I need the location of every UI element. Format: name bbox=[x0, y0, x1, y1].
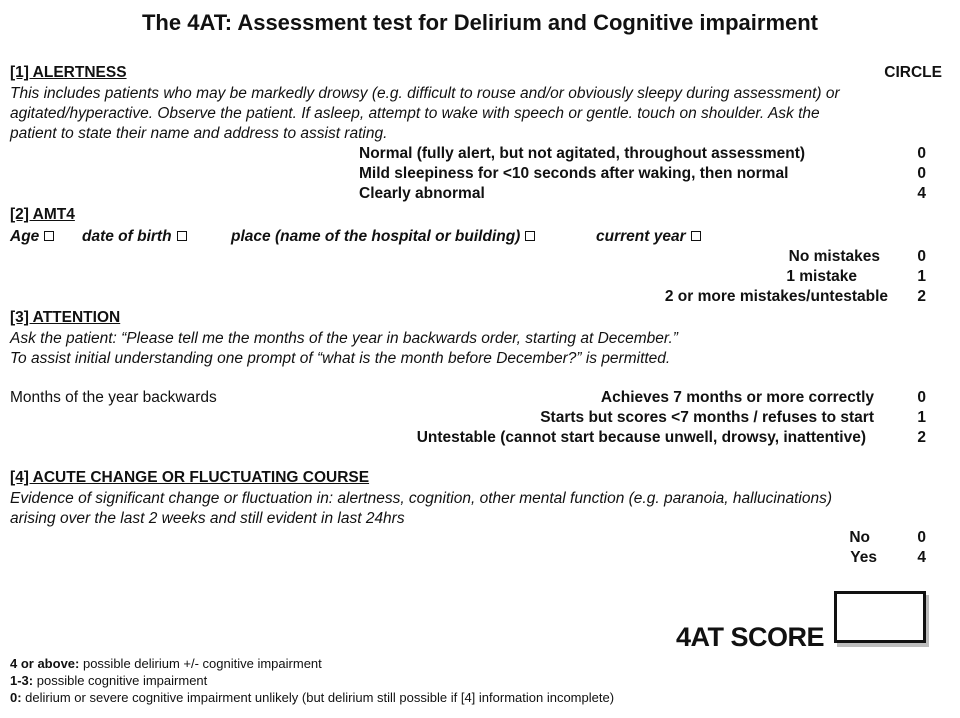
interpretation-line-3 bbox=[10, 690, 614, 706]
amt4-item-dob bbox=[82, 228, 187, 246]
place-checkbox[interactable] bbox=[525, 231, 535, 241]
year-checkbox[interactable] bbox=[691, 231, 701, 241]
attention-score-partial[interactable]: 1 bbox=[917, 409, 926, 426]
attention-option-untestable: Untestable (cannot start because unwell, drowsy, inattentive) bbox=[416, 429, 866, 446]
acute-change-option-no: No bbox=[849, 529, 870, 546]
amt4-item-label: date of birth bbox=[82, 228, 172, 245]
alertness-option-normal bbox=[359, 145, 805, 163]
attention-score-achieves[interactable]: 0 bbox=[917, 389, 926, 406]
alertness-option-mild bbox=[359, 165, 788, 183]
alertness-score-abnormal[interactable]: 4 bbox=[917, 185, 926, 202]
interpretation-text: possible delirium +/- cognitive impairment bbox=[79, 656, 322, 671]
amt4-item-label: place (name of the hospital or building) bbox=[231, 228, 521, 245]
attention-score-untestable[interactable]: 2 bbox=[917, 429, 926, 446]
attention-option-partial: Starts but scores <7 months / refuses to start bbox=[540, 409, 874, 426]
interpretation-range: 1-3: bbox=[10, 673, 34, 688]
amt4-score-two[interactable]: 2 bbox=[917, 288, 926, 305]
section-amt4-heading: [2] AMT4 bbox=[10, 206, 75, 223]
interpretation-text: delirium or severe cognitive impairment unlikely (but delirium still possible if [4] information incomplete) bbox=[21, 690, 615, 705]
amt4-score-one[interactable]: 1 bbox=[917, 268, 926, 285]
interpretation-line-1 bbox=[10, 656, 322, 672]
attention-option-achieves: Achieves 7 months or more correctly bbox=[600, 389, 874, 406]
attention-instructions-1: Ask the patient: “Please tell me the months of the year in backwards order, starting at December.” bbox=[10, 330, 678, 347]
document-title: The 4AT: Assessment test for Delirium and Cognitive impairment bbox=[141, 10, 819, 35]
amt4-item-age bbox=[10, 228, 54, 246]
section-alertness-description: This includes patients who may be markedly drowsy (e.g. difficult to rouse and/or obviously sleepy during assessment) or agitated/hyperactive. Observe the patient. If asleep, attempt to wake with speech or gentle. touch on shoulder. Ask the patient to state their name and address to assist rating. bbox=[10, 85, 840, 142]
section-attention-heading: [3] ATTENTION bbox=[10, 309, 121, 326]
acute-change-description-1: Evidence of significant change or fluctuation in: alertness, cognition, other mental function (e.g. paranoia, hallucinations) bbox=[10, 490, 832, 507]
acute-change-option-yes: Yes bbox=[850, 549, 877, 566]
age-checkbox[interactable] bbox=[44, 231, 54, 241]
interpretation-line-2 bbox=[10, 673, 207, 689]
amt4-option-none: No mistakes bbox=[788, 248, 880, 265]
amt4-item-label: current year bbox=[596, 228, 686, 245]
option-label: Mild sleepiness for <10 seconds after waking, then normal bbox=[359, 165, 789, 182]
circle-column-header: CIRCLE bbox=[884, 64, 942, 81]
section-alertness-heading: [1] ALERTNESS bbox=[10, 64, 127, 81]
amt4-option-one: 1 mistake bbox=[786, 268, 857, 285]
interpretation-text: possible cognitive impairment bbox=[33, 673, 208, 688]
option-label: Clearly abnormal bbox=[359, 185, 485, 202]
acute-change-description-2: arising over the last 2 weeks and still evident in last 24hrs bbox=[10, 510, 405, 527]
alertness-score-mild[interactable]: 0 bbox=[917, 165, 926, 182]
attention-task-label: Months of the year backwards bbox=[10, 389, 217, 406]
amt4-item-year bbox=[596, 228, 701, 246]
attention-instructions-2: To assist initial understanding one prompt of “what is the month before December?” is permitted. bbox=[10, 350, 671, 367]
amt4-score-none[interactable]: 0 bbox=[917, 248, 926, 265]
acute-change-score-yes[interactable]: 4 bbox=[917, 549, 926, 566]
option-label: Normal (fully alert, but not agitated, throughout assessment) bbox=[359, 145, 806, 162]
section-acute-change-heading: [4] ACUTE CHANGE OR FLUCTUATING COURSE bbox=[10, 469, 370, 486]
interpretation-range: 0: bbox=[10, 690, 22, 705]
amt4-item-label: Age bbox=[10, 228, 40, 245]
total-score-box[interactable] bbox=[834, 591, 926, 643]
acute-change-score-no[interactable]: 0 bbox=[917, 529, 926, 546]
alertness-score-normal[interactable]: 0 bbox=[917, 145, 926, 162]
amt4-item-place bbox=[231, 228, 535, 246]
alertness-option-abnormal bbox=[359, 185, 485, 203]
amt4-option-two: 2 or more mistakes/untestable bbox=[664, 288, 888, 305]
total-score-label: 4AT SCORE bbox=[676, 622, 825, 652]
dob-checkbox[interactable] bbox=[177, 231, 187, 241]
interpretation-range: 4 or above: bbox=[10, 656, 80, 671]
